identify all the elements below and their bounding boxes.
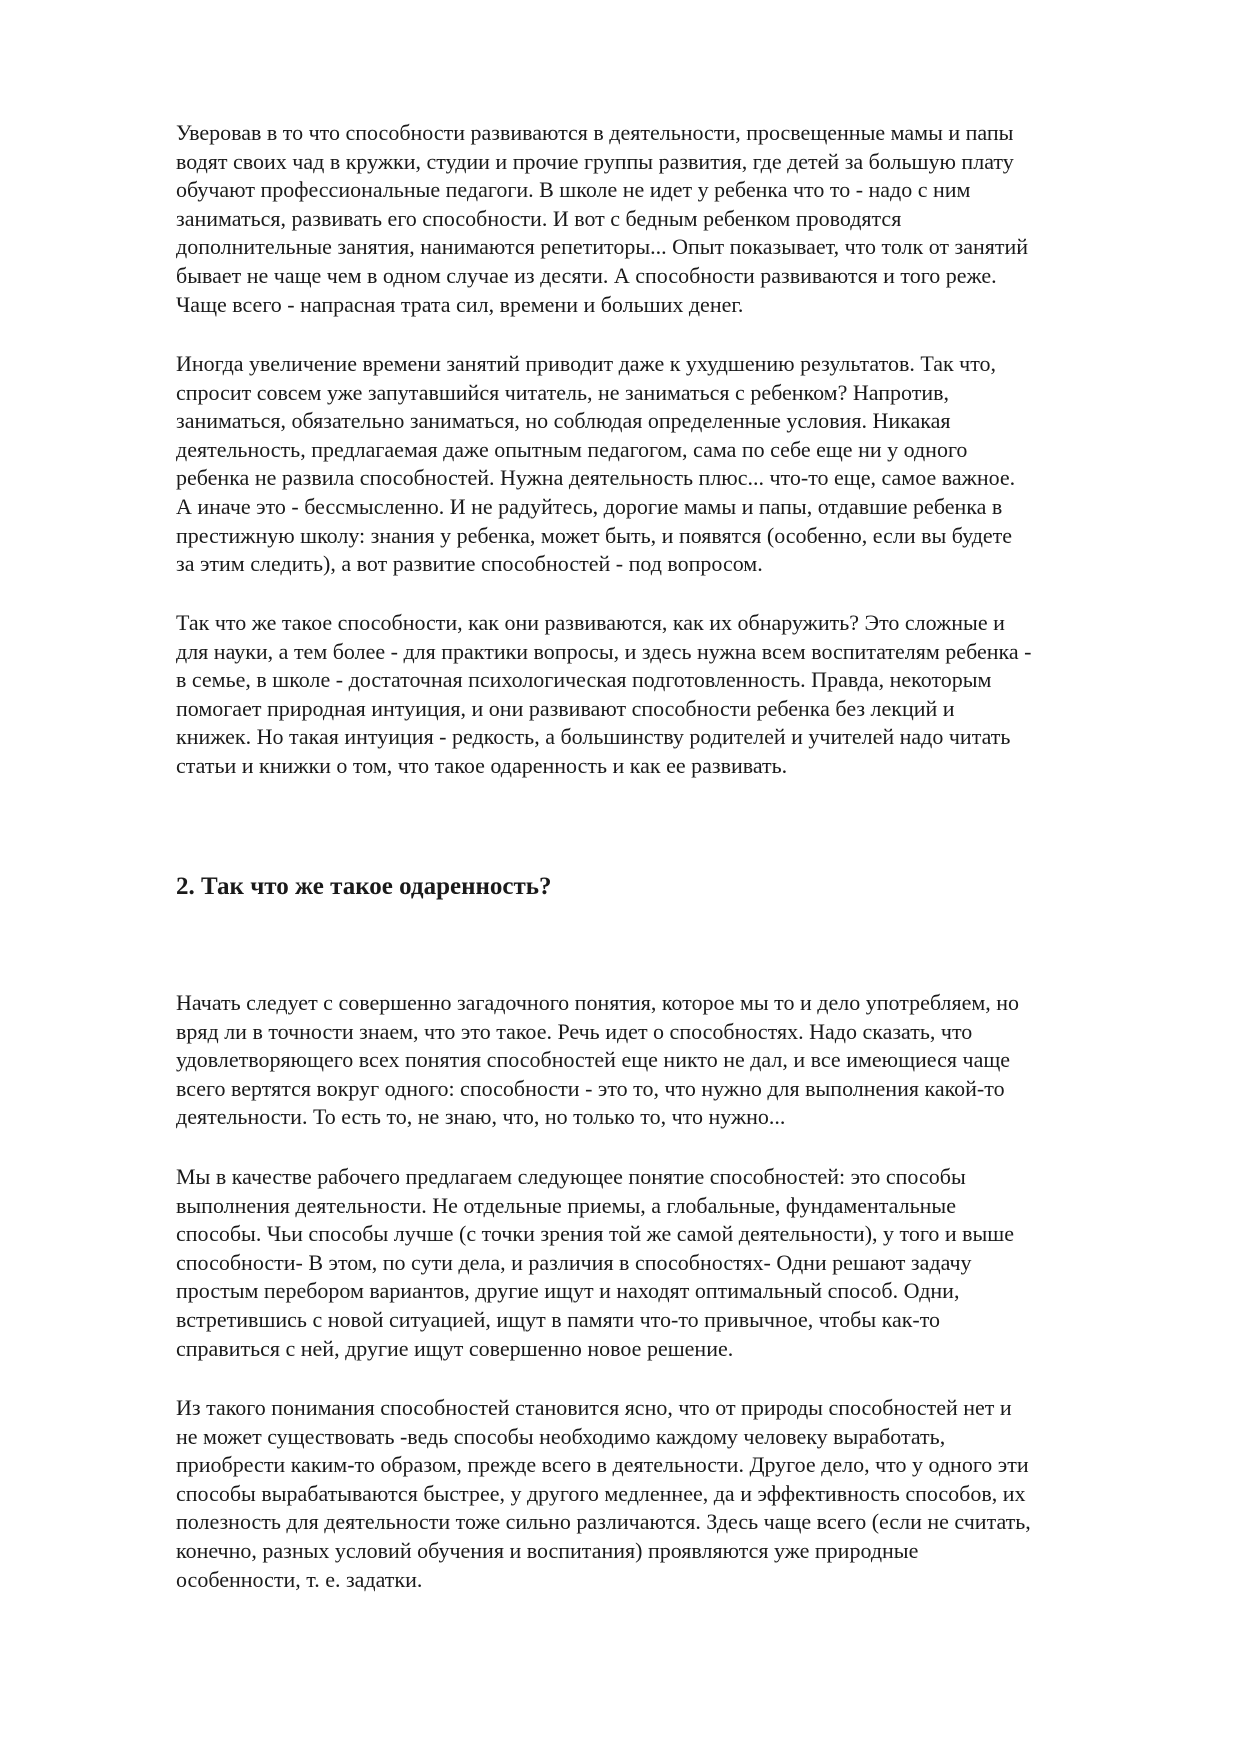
paragraph-text: Из такого понимания способностей становится ясно, что от природы способностей нет и не может существовать -ведь способы необходимо каждому человеку выработать, приобрести каким-то образом, прежде всего в деятельности. Другое дело, что у одного эти способы вырабатываются быстрее, у другого медленнее, да и эффективность способов, их полезность для деятельности тоже сильно различаются. Здесь чаще всего (если не считать, конечно, разных условий обучения и воспитания) проявляются уже природные особенности, т. е. задатки. [176,1395,1031,1592]
paragraph-2 [176,350,1166,579]
paragraph-5 [176,1163,1166,1363]
paragraph-3 [176,609,1166,781]
paragraph-text: Иногда увеличение времени занятий приводит даже к ухудшению результатов. Так что, спросит совсем уже запутавшийся читатель, не заниматься с ребенком? Напротив, заниматься, обязательно заниматься, но соблюдая определенные условия. Никакая деятельность, предлагаемая даже опытным педагогом, сама по себе еще ни у одного ребенка не развила способностей. Нужна деятельность плюс... что-то еще, самое важное. А иначе это - бессмысленно. И не радуйтесь, дорогие мамы и папы, отдавшие ребенка в престижную школу: знания у ребенка, может быть, и появятся (особенно, если вы будете за этим следить), а вот развитие способностей - под вопросом. [176,351,1016,577]
paragraph-1 [176,119,1166,319]
paragraph-text: Уверовав в то что способности развиваются в деятельности, просвещенные мамы и папы водят своих чад в кружки, студии и прочие группы развития, где детей за большую плату обучают профессиональные педагоги. В школе не идет у ребенка что то - надо с ним заниматься, развивать его способности. И вот с бедным ребенком проводятся дополнительные занятия, нанимаются репетиторы... Опыт показывает, что толк от занятий бывает не чаще чем в одном случае из десяти. А способности развиваются и того реже. Чаще всего - напрасная трата сил, времени и больших денег. [176,120,1029,317]
paragraph-text: Начать следует с совершенно загадочного понятия, которое мы то и дело употребляем, но вряд ли в точности знаем, что это такое. Речь идет о способностях. Надо сказать, что удовлетворяющего всех понятия способностей еще никто не дал, и все имеющиеся чаще всего вертятся вокруг одного: способности - это то, что нужно для выполнения какой-то деятельности. То есть то, не знаю, что, но только то, что нужно... [176,990,1020,1130]
paragraph-text: Мы в качестве рабочего предлагаем следующее понятие способностей: это способы выполнения деятельности. Не отдельные приемы, а глобальные, фундаментальные способы. Чьи способы лучше (с точки зрения той же самой деятельности), у того и выше способности- В этом, по сути дела, и различия в способностях- Одни решают задачу простым перебором вариантов, другие ищут и находят оптимальный способ. Одни, встретившись с новой ситуацией, ищут в памяти что-то привычное, чтобы как-то справиться с ней, другие ищут совершенно новое решение. [176,1164,1014,1361]
paragraph-4 [176,989,1166,1132]
paragraph-6 [176,1394,1166,1594]
section-heading-block [176,871,1166,903]
paragraph-text: Так что же такое способности, как они развиваются, как их обнаружить? Это сложные и для науки, а тем более - для практики вопросы, и здесь нужна всем воспитателям ребенка - в семье, в школе - достаточная психологическая подготовленность. Правда, некоторым помогает природная интуиция, и они развивают способности ребенка без лекций и книжек. Но такая интуиция - редкость, а большинству родителей и учителей надо читать статьи и книжки о том, что такое одаренность и как ее развивать. [176,610,1032,778]
section-heading: 2. Так что же такое одаренность? [176,873,552,900]
